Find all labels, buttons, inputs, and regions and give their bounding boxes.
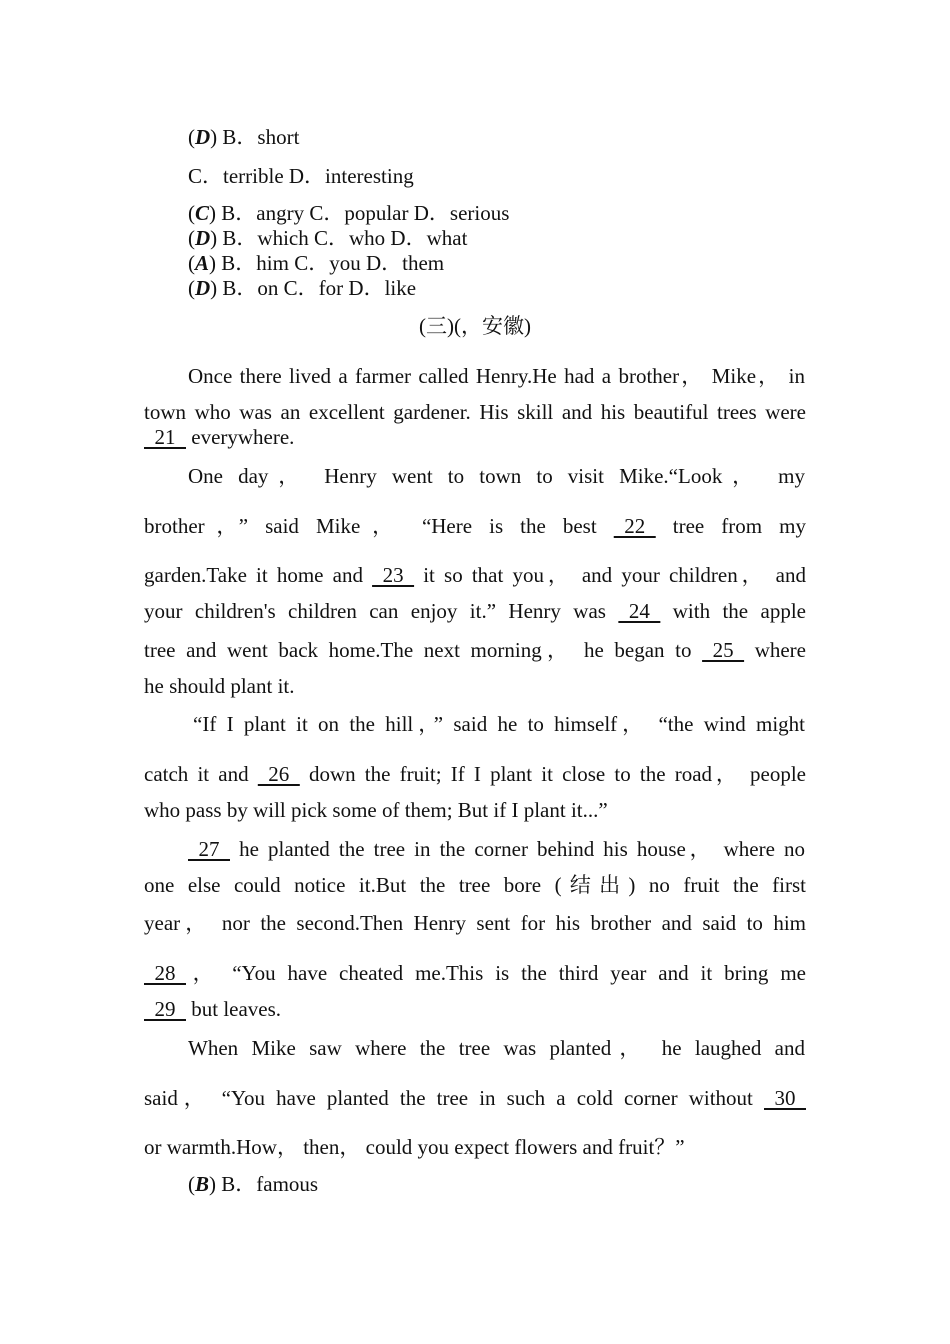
passage-line: 27 he planted the tree in the corner behind his house， where no: [188, 837, 805, 861]
blank-24: 24: [618, 599, 661, 623]
blank-21: 21: [144, 425, 186, 449]
option-text: B．angry C．popular D．serious: [221, 201, 510, 225]
question-popular: (C) B．angry C．popular D．serious: [188, 201, 510, 225]
answer-letter: D: [195, 125, 211, 149]
passage-line: who pass by will pick some of them; But if I plant it...”: [144, 798, 608, 822]
passage-line: brother，” said Mike， “Here is the best 22 tree from my: [144, 514, 806, 538]
answer-letter: D: [195, 226, 211, 250]
question-like: (D) B．on C．for D．like: [188, 276, 417, 300]
passage-line: said， “You have planted the tree in such a cold corner without 30: [144, 1086, 806, 1110]
option-text: B．which C．who D．what: [222, 226, 468, 250]
passage-line: 28 ， “You have cheated me.This is the third year and it bring me: [144, 961, 806, 985]
blank-22: 22: [613, 514, 656, 538]
answer-letter: D: [195, 276, 211, 300]
option-text: B．short: [222, 125, 300, 149]
passage-line: tree and went back home.The next morning， he began to 25 where: [144, 638, 806, 662]
passage-line: When Mike saw where the tree was planted， he laughed and: [188, 1036, 805, 1060]
answer-letter: B: [195, 1172, 210, 1196]
question-famous: (B) B．famous: [188, 1172, 319, 1196]
blank-23: 23: [372, 563, 415, 587]
option-text: B．famous: [221, 1172, 319, 1196]
answer-letter: A: [195, 251, 210, 275]
answer-letter: C: [195, 201, 210, 225]
passage-line: 21 everywhere.: [144, 425, 295, 449]
passage-line: catch it and 26 down the fruit; If I plant it close to the road， people: [144, 762, 806, 786]
section-title: (三)(，安徽): [419, 314, 531, 338]
blank-29: 29: [144, 997, 186, 1021]
option-text: B．on C．for D．like: [222, 276, 417, 300]
option-text: B．him C．you D．them: [221, 251, 445, 275]
question-short: (D) B．short: [188, 125, 300, 149]
passage-line: your children's children can enjoy it.” Henry was 24 with the apple: [144, 599, 806, 623]
passage-line: year， nor the second.Then Henry sent for his brother and said to him: [144, 911, 806, 935]
blank-28: 28: [144, 961, 186, 985]
passage-line: one else could notice it.But the tree bore (结出) no fruit the first: [144, 873, 806, 897]
passage-line: town who was an excellent gardener. His skill and his beautiful trees were: [144, 400, 806, 424]
question-what: (D) B．which C．who D．what: [188, 226, 468, 250]
passage-line: garden.Take it home and 23 it so that you， and your children， and: [144, 563, 806, 587]
blank-27: 27: [188, 837, 230, 861]
passage-line: Once there lived a farmer called Henry.He had a brother， Mike， in: [188, 364, 805, 388]
passage-line: 29 but leaves.: [144, 997, 282, 1021]
passage-line: “If I plant it on the hill，” said he to himself， “the wind might: [193, 712, 805, 736]
blank-25: 25: [702, 638, 745, 662]
question-them: (A) B．him C．you D．them: [188, 251, 445, 275]
passage-line: or warmth.How， then， could you expect flowers and fruit？”: [144, 1135, 685, 1159]
passage-line: One day， Henry went to town to visit Mike.“Look， my: [188, 464, 805, 488]
blank-30: 30: [764, 1086, 806, 1110]
blank-26: 26: [257, 762, 300, 786]
question-short-options: C．terrible D．interesting: [188, 164, 414, 188]
passage-line: he should plant it.: [144, 674, 295, 698]
